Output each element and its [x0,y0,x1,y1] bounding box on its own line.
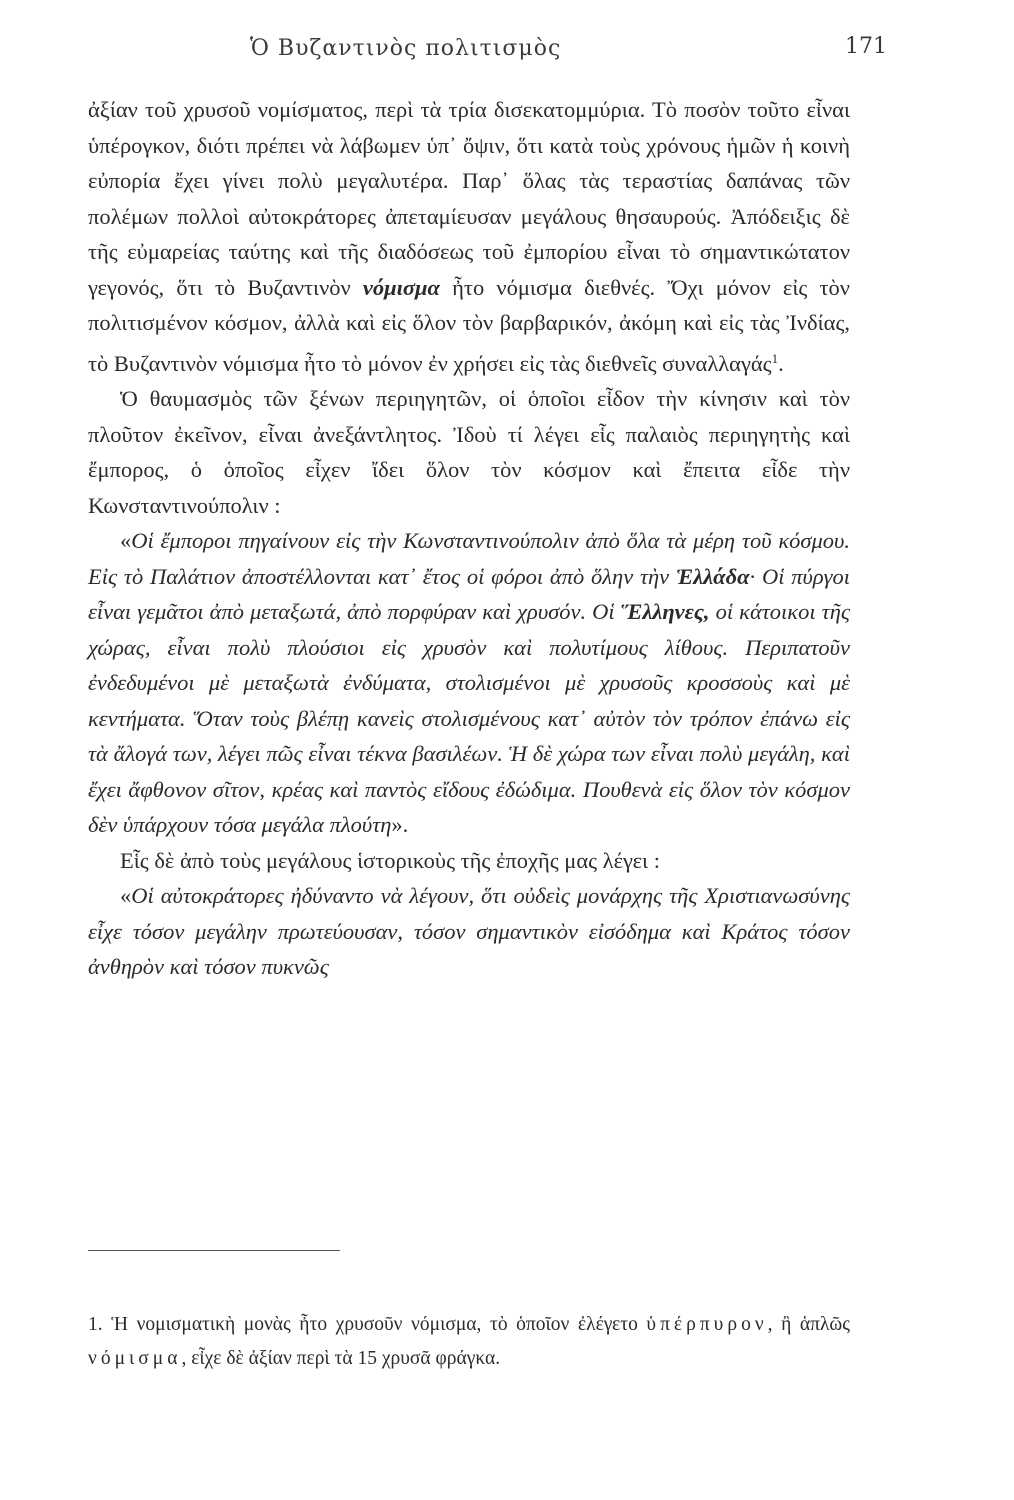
emphasis-nomisma: νόμισμα [362,274,440,300]
running-title: Ὁ Βυζαντινὸς πολιτισμὸς [250,36,562,61]
paragraph-text: ἦτο νόμισμα διεθνές. Ὄχι μόνον εἰς τὸν πολιτισμένον κόσμον, ἀλλὰ καὶ εἰς ὅλον τὸν βαρβαρικόν, ἀκόμη καὶ εἰς τὰς Ἰνδίας, τὸ Βυζαντινὸν νόμισμα ἦτο τὸ μόνον ἐν χρήσει εἰς τὰς διεθνεῖς συναλλαγάς [88,274,850,376]
footnote [88,1308,850,1376]
page-number: 171 [845,34,887,59]
quotation-merchant [88,523,850,843]
emphasis-hellada: Ἑλλάδα [675,563,750,589]
paragraph-travelers: Ὁ θαυμασμὸς τῶν ξένων περιηγητῶν, οἱ ὁποῖοι εἶδον τὴν κίνησιν καὶ τὸν πλοῦτον ἐκεῖνον, εἶναι ἀνεξάντλητος. Ἰδοὺ τί λέγει εἷς παλαιὸς περιηγητὴς καὶ ἔμπορος, ὁ ὁποῖος εἶχεν ἴδει ὅλον τὸν κόσμον καὶ ἔπειτα εἶδε τὴν Κωνσταντινούπολιν : [88,386,850,518]
paragraph-text: . [778,350,784,376]
quote-text: Οἱ αὐτοκράτορες ἠδύναντο νὰ λέγουν, ὅτι οὐδεὶς μονάρχης τῆς Χριστιανωσύνης εἶχε τόσον μεγάλην πρωτεύουσαν, τόσον σημαντικὸν εἰσόδημα καὶ Κράτος τόσον ἀνθηρὸν καὶ τόσον πυκνῶς [88,883,850,979]
quotation-historian [88,878,850,985]
quote-mark: « [120,528,132,553]
footnote-term-nomisma: νόμισμα [88,1348,182,1369]
quote-text: Οἱ ἔμποροι πηγαίνουν εἰς τὴν Κωνσταντινούπολιν ἀπὸ ὅλα τὰ μέρη τοῦ κόσμου. Εἰς τὸ Παλάτιον ἀποστέλλονται κατ᾿ ἔτος οἱ φόροι ἀπὸ ὅλην τὴν [88,528,850,589]
footnote-reference[interactable]: 1 [771,350,779,366]
footnote-text: Ἡ νομισματικὴ μονὰς ἦτο χρυσοῦν νόμισμα, τὸ ὁποῖον ἐλέγετο [102,1314,647,1335]
quote-text: οἱ κάτοικοι τῆς χώρας, εἶναι πολὺ πλούσιοι εἰς χρυσὸν καὶ πολυτίμους λίθους. Περιπατοῦν ἐνδεδυμένοι μὲ μεταξωτὰ ἐνδύματα, στολισμένοι μὲ χρυσοῦς κροσσοὺς καὶ μὲ κεντήματα. Ὅταν τοὺς βλέπῃ κανεὶς στολισμένους κατ᾿ αὐτὸν τὸν τρόπον ἐπάνω εἰς τὰ ἄλογά των, λέγει πῶς εἶναι τέκνα βασιλέων. Ἡ δὲ χώρα των εἶναι πολὺ μεγάλη, καὶ ἔχει ἄφθονον σῖτον, κρέας καὶ παντὸς εἴδους ἐδώδιμα. Πουθενὰ εἰς ὅλον τὸν κόσμον δὲν ὑπάρχουν τόσα μεγάλα πλούτη [88,599,851,837]
emphasis-hellenes: Ἕλληνες, [620,599,710,624]
main-text [88,92,850,985]
paragraph-historian: Εἷς δὲ ἀπὸ τοὺς μεγάλους ἱστορικοὺς τῆς ἐποχῆς μας λέγει : [120,847,660,873]
footnote-text: , εἶχε δὲ ἀξίαν περὶ τὰ 15 χρυσᾶ φράγκα. [181,1348,501,1369]
quote-text: · Οἱ πύργοι εἶναι γεμᾶτοι ἀπὸ μεταξωτά, ἀπὸ πορφύραν καὶ χρυσόν. Οἱ [88,563,850,624]
footnote-number: 1. [88,1314,103,1335]
footnote-divider [88,1250,340,1251]
paragraph-text: ἀξίαν τοῦ χρυσοῦ νομίσματος, περὶ τὰ τρία δισεκατομμύρια. Τὸ ποσὸν τοῦτο εἶναι ὑπέρογκον, διότι πρέπει νὰ λάβωμεν ὑπ᾿ ὄψιν, ὅτι κατὰ τοὺς χρόνους ἡμῶν ἡ κοινὴ εὐπορία ἔχει γίνει πολὺ μεγαλυτέρα. Παρ᾿ ὅλας τὰς τεραστίας δαπάνας τῶν πολέμων πολλοὶ αὐτοκράτορες ἀπεταμίευσαν μεγάλους θησαυρούς. Ἀπόδειξις δὲ τῆς εὐμαρείας ταύτης καὶ τῆς διαδόσεως τοῦ ἐμπορίου εἶναι τὸ σημαντικώτατον γεγονός, ὅτι τὸ Βυζαντινὸν [88,97,850,300]
footnote-text: , ἢ ἁπλῶς [767,1314,850,1335]
quote-mark: ». [391,812,409,837]
paragraph-coinage [88,92,850,381]
footnote-term-hyperpyron: ὑπέρπυρον [646,1314,768,1335]
quote-mark: « [120,883,132,908]
